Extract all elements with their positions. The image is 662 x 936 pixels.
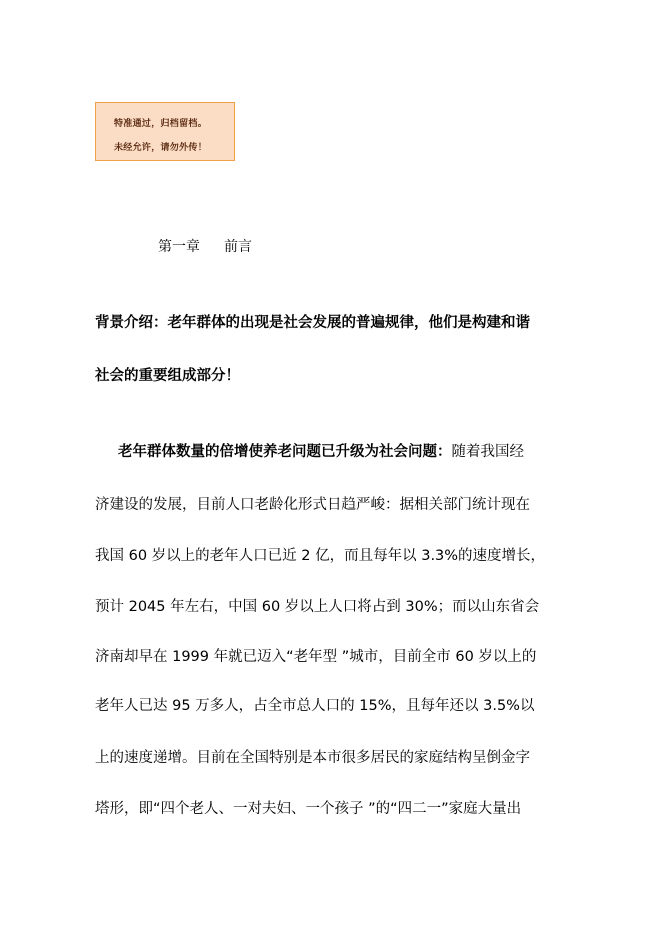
notice-line-1: 特准通过，归档留档。 [114,119,208,129]
chapter-title: 前言 [224,239,252,255]
paragraph-line-4: 预计 2045 年左右，中国 60 岁以上人口将占到 30%；而以山东省会 [95,599,540,615]
background-line-1: 背景介绍：老年群体的出现是社会发展的普遍规律，他们是构建和谐 [95,315,530,331]
notice-line-2: 未经允许，请勿外传！ [114,143,208,153]
paragraph-heading: 老年群体数量的倍增使养老问题已升级为社会问题： [118,444,452,460]
paragraph-line-3: 我国 60 岁以上的老年人口已近 2 亿，而且每年以 3.3%的速度增长， [95,548,546,564]
paragraph-line-6: 老年人已达 95 万多人，占全市总人口的 15%，且每年还以 3.5%以 [95,698,535,714]
paragraph-line-1-rest: 随着我国经 [451,444,524,460]
paragraph-line-2: 济建设的发展，目前人口老龄化形式日趋严峻：据相关部门统计现在 [95,497,530,513]
paragraph-line-5: 济南却早在 1999 年就已迈入“老年型 ”城市，目前全市 60 岁以上的 [95,649,537,665]
notice-stamp-box [95,102,235,161]
paragraph-line-7: 上的速度递增。目前在全国特别是本市很多居民的家庭结构呈倒金字 [95,750,530,766]
background-line-2: 社会的重要组成部分！ [95,368,240,384]
paragraph-line-1 [118,442,524,462]
chapter-heading [158,236,252,256]
paragraph-line-8: 塔形，即“四个老人、一对夫妇、一个孩子 ”的“四二一”家庭大量出 [95,801,522,817]
chapter-number: 第一章 [158,239,200,255]
